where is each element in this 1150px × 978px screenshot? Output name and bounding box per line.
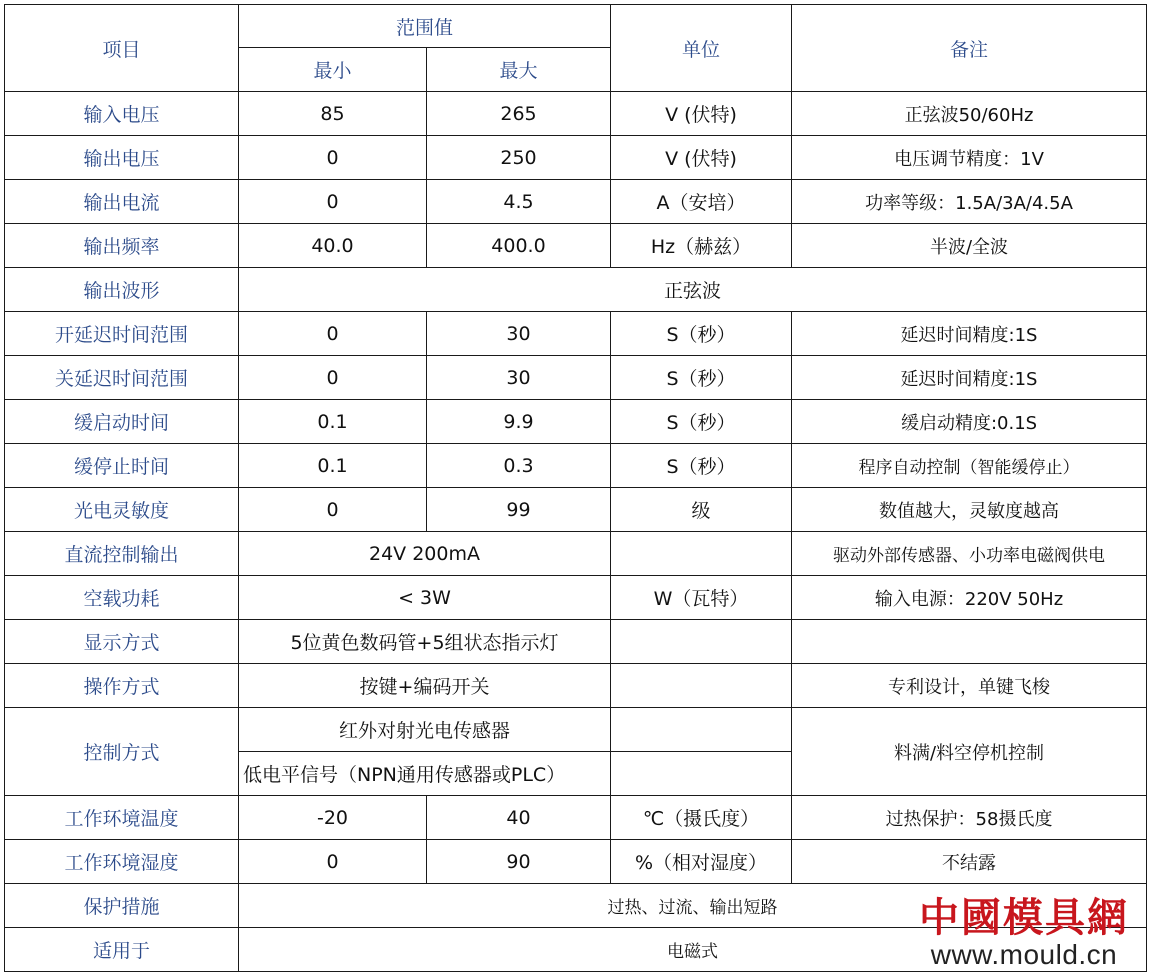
row-label: 缓停止时间 [5, 444, 239, 488]
table-row [5, 312, 1147, 356]
row-note: 过热保护：58摄氏度 [792, 796, 1147, 840]
row-unit: A（安培） [611, 180, 792, 224]
table-row [5, 532, 1147, 576]
header-item: 项目 [5, 5, 239, 92]
row-label: 输出频率 [5, 224, 239, 268]
header-row [5, 5, 1147, 48]
row-label: 输入电压 [5, 92, 239, 136]
table-row [5, 356, 1147, 400]
table-row [5, 620, 1147, 664]
row-unit [611, 708, 792, 752]
row-unit: V (伏特) [611, 92, 792, 136]
row-label: 开延迟时间范围 [5, 312, 239, 356]
row-min: 0 [239, 488, 427, 532]
row-label: 空载功耗 [5, 576, 239, 620]
table-row [5, 444, 1147, 488]
row-min: 0 [239, 180, 427, 224]
row-max: 99 [427, 488, 611, 532]
header-unit: 单位 [611, 5, 792, 92]
row-min: 0 [239, 356, 427, 400]
row-label: 保护措施 [5, 884, 239, 928]
table-row [5, 180, 1147, 224]
table-row [5, 136, 1147, 180]
row-max: 250 [427, 136, 611, 180]
row-label: 工作环境温度 [5, 796, 239, 840]
row-label: 关延迟时间范围 [5, 356, 239, 400]
row-max: 4.5 [427, 180, 611, 224]
row-max: 9.9 [427, 400, 611, 444]
row-label: 光电灵敏度 [5, 488, 239, 532]
row-min: 0.1 [239, 444, 427, 488]
row-value: 电磁式 [239, 928, 1147, 972]
table-row [5, 268, 1147, 312]
row-value: 正弦波 [239, 268, 1147, 312]
row-unit: W（瓦特） [611, 576, 792, 620]
row-note: 半波/全波 [792, 224, 1147, 268]
header-max: 最大 [427, 48, 611, 92]
row-unit [611, 620, 792, 664]
row-note: 延迟时间精度:1S [792, 356, 1147, 400]
row-note: 输入电源：220V 50Hz [792, 576, 1147, 620]
row-note: 功率等级：1.5A/3A/4.5A [792, 180, 1147, 224]
row-max: 30 [427, 356, 611, 400]
row-min: 0 [239, 312, 427, 356]
row-max: 30 [427, 312, 611, 356]
row-value: 5位黄色数码管+5组状态指示灯 [239, 620, 611, 664]
row-label: 操作方式 [5, 664, 239, 708]
row-unit: %（相对湿度） [611, 840, 792, 884]
row-label: 输出波形 [5, 268, 239, 312]
row-max: 265 [427, 92, 611, 136]
row-max: 400.0 [427, 224, 611, 268]
row-note: 专利设计，单键飞梭 [792, 664, 1147, 708]
row-note: 缓启动精度:0.1S [792, 400, 1147, 444]
row-unit [611, 664, 792, 708]
row-label: 输出电压 [5, 136, 239, 180]
row-min: 40.0 [239, 224, 427, 268]
table-row [5, 92, 1147, 136]
table-row [5, 224, 1147, 268]
row-unit: 级 [611, 488, 792, 532]
row-min: 0 [239, 136, 427, 180]
row-note: 程序自动控制（智能缓停止） [792, 444, 1147, 488]
row-value: 按键+编码开关 [239, 664, 611, 708]
row-note: 延迟时间精度:1S [792, 312, 1147, 356]
row-label: 直流控制输出 [5, 532, 239, 576]
table-row [5, 796, 1147, 840]
row-unit: ℃（摄氏度） [611, 796, 792, 840]
row-unit: V (伏特) [611, 136, 792, 180]
watermark [904, 896, 1144, 974]
row-unit: S（秒） [611, 356, 792, 400]
row-max: 0.3 [427, 444, 611, 488]
row-value: 24V 200mA [239, 532, 611, 576]
row-value: 过热、过流、输出短路 [239, 884, 1147, 928]
row-note: 不结露 [792, 840, 1147, 884]
row-unit: S（秒） [611, 444, 792, 488]
row-note: 驱动外部传感器、小功率电磁阀供电 [792, 532, 1147, 576]
row-label: 输出电流 [5, 180, 239, 224]
row-min: 0.1 [239, 400, 427, 444]
header-note: 备注 [792, 5, 1147, 92]
header-range: 范围值 [239, 5, 611, 48]
row-max: 90 [427, 840, 611, 884]
table-row [5, 840, 1147, 884]
table-row [5, 400, 1147, 444]
row-label: 显示方式 [5, 620, 239, 664]
spec-table [4, 4, 1147, 972]
row-unit: Hz（赫兹） [611, 224, 792, 268]
table-row [5, 488, 1147, 532]
row-note: 料满/料空停机控制 [792, 708, 1147, 796]
header-min: 最小 [239, 48, 427, 92]
row-max: 40 [427, 796, 611, 840]
row-unit [611, 532, 792, 576]
row-note [792, 620, 1147, 664]
table-row [5, 576, 1147, 620]
row-note: 正弦波50/60Hz [792, 92, 1147, 136]
row-min: 85 [239, 92, 427, 136]
row-label: 缓启动时间 [5, 400, 239, 444]
row-label: 工作环境湿度 [5, 840, 239, 884]
row-unit [611, 752, 792, 796]
row-min: 0 [239, 840, 427, 884]
row-value: < 3W [239, 576, 611, 620]
row-note: 电压调节精度：1V [792, 136, 1147, 180]
row-value: 红外对射光电传感器 [239, 708, 611, 752]
row-unit: S（秒） [611, 400, 792, 444]
row-value: 低电平信号（NPN通用传感器或PLC） [239, 752, 611, 796]
row-note: 数值越大，灵敏度越高 [792, 488, 1147, 532]
table-row [5, 664, 1147, 708]
row-min: -20 [239, 796, 427, 840]
watermark-url: www.mould.cn [930, 939, 1118, 970]
row-unit: S（秒） [611, 312, 792, 356]
table-row [5, 708, 1147, 752]
row-label: 控制方式 [5, 708, 239, 796]
watermark-logo: 中國模具網 [919, 894, 1129, 941]
row-label: 适用于 [5, 928, 239, 972]
